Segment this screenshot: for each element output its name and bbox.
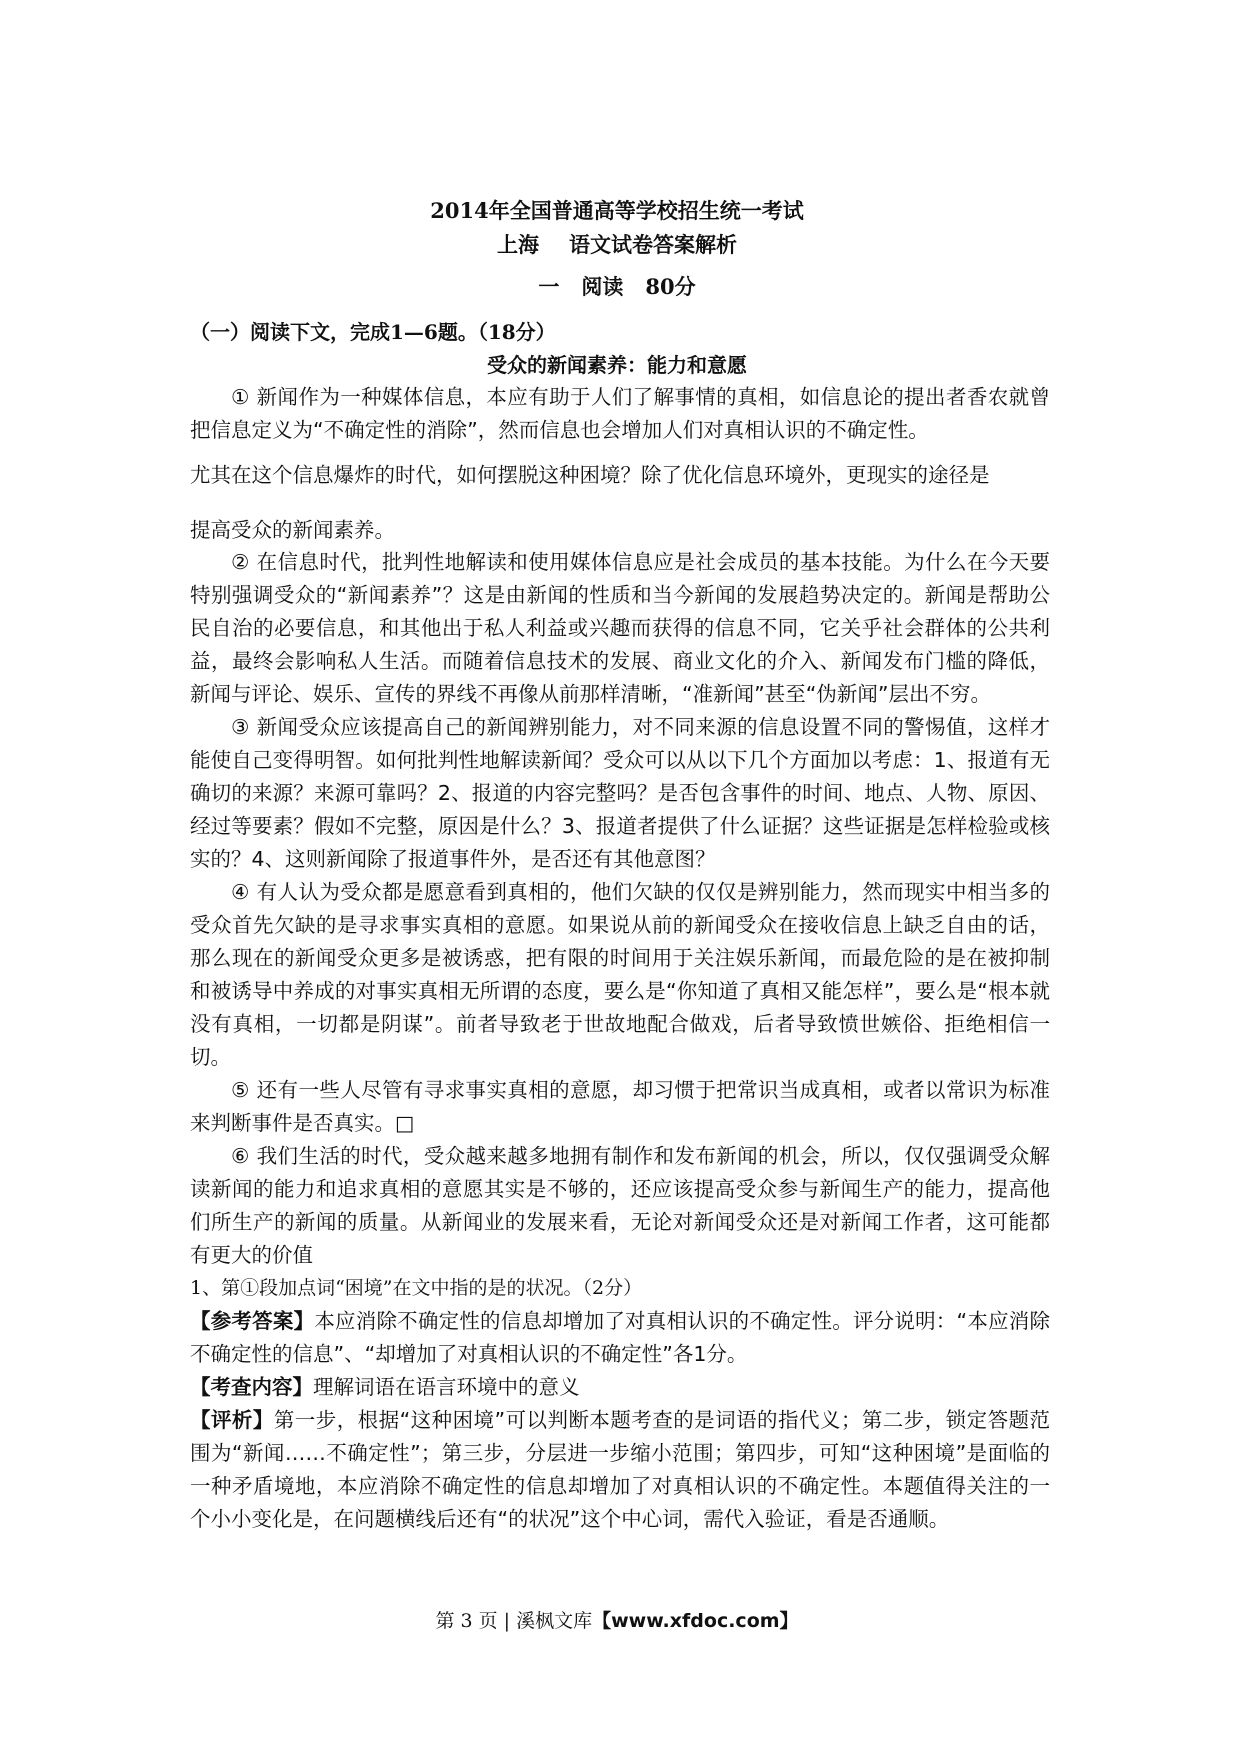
section-heading: （一）阅读下文，完成1—6题。（18分） xyxy=(190,320,556,344)
exam-title-text: 2014年全国普通高等学校招生统一考试 xyxy=(430,198,804,223)
paragraph-2: ② 在信息时代，批判性地解读和使用媒体信息应是社会成员的基本技能。为什么在今天要特别强调受众的“新闻素养”？这是由新闻的性质和当今新闻的发展趋势决定的。新闻是帮助公民自治的必要信息，和其他出于私人利益或兴趣而获得的信息不同，它关乎社会群体的公共利益，最终会影响私人生活。而随着信息技术的发展、商业文化的介入、新闻发布门槛的降低，新闻与评论、娱乐、宣传的界线不再像从前那样清晰，“准新闻”甚至“伪新闻”层出不穷。 xyxy=(190,550,1050,706)
content-text: 理解词语在语言环境中的意义 xyxy=(313,1375,580,1399)
paragraph-1: ① 新闻作为一种媒体信息，本应有助于人们了解事情的真相，如信息论的提出者香农就曾把信息定义为“不确定性的消除”，然而信息也会增加人们对真相认识的不确定性。 xyxy=(190,385,1050,442)
paper-title xyxy=(0,229,1234,259)
part-name: 阅读 xyxy=(581,274,624,299)
exam-title xyxy=(0,195,1234,225)
part-heading xyxy=(0,271,1234,301)
article-body-top xyxy=(190,381,1050,547)
paragraph-5: ⑤ 还有一些人尽管有寻求事实真相的意愿，却习惯于把常识当成真相，或者以常识为标准来判断事件是否真实。□ xyxy=(190,1078,1050,1135)
footer-site-link[interactable]: 【www.xfdoc.com】 xyxy=(592,1610,799,1632)
exam-content xyxy=(190,1371,1050,1404)
paragraph-1-end: 提高受众的新闻素养。 xyxy=(190,518,395,542)
paragraph-4: ④ 有人认为受众都是愿意看到真相的，他们欠缺的仅仅是辨别能力，然而现实中相当多的受众首先欠缺的是寻求事实真相的意愿。如果说从前的新闻受众在接收信息上缺乏自由的话，那么现在的新闻受众更多是被诱惑，把有限的时间用于关注娱乐新闻，而最危险的是在被抑制和被诱导中养成的对事实真相无所谓的态度，要么是“你知道了真相又能怎样”，要么是“根本就没有真相，一切都是阴谋”。前者导致老于世故地配合做戏，后者导致愤世嫉俗、拒绝相信一切。 xyxy=(190,880,1050,1069)
paragraph-1-continued: 尤其在这个信息爆炸的时代，如何摆脱这种困境？除了优化信息环境外，更现实的途径是 xyxy=(190,463,990,487)
part-score: 80分 xyxy=(645,274,696,299)
paper-title-text: 语文试卷答案解析 xyxy=(569,232,737,257)
question-1: 1、第①段加点词“困境”在文中指的是的状况。（2分） xyxy=(190,1277,643,1299)
footer-page-text: 第 3 页 | 溪枫文库 xyxy=(435,1610,593,1632)
paragraph-3: ③ 新闻受众应该提高自己的新闻辨别能力，对不同来源的信息设置不同的警惕值，这样才能使自己变得明智。如何批判性地解读新闻？受众可以从以下几个方面加以考虑：1、报道有无确切的来源？来源可靠吗？2、报道的内容完整吗？是否包含事件的时间、地点、人物、原因、经过等要素？假如不完整，原因是什么？3、报道者提供了什么证据？这些证据是怎样检验或核实的？4、这则新闻除了报道事件外，是否还有其他意图？ xyxy=(190,715,1050,871)
article-title: 受众的新闻素养：能力和意愿 xyxy=(487,353,747,377)
answer-tag: 【参考答案】 xyxy=(190,1309,315,1333)
page-footer xyxy=(0,1606,1234,1633)
analysis xyxy=(190,1404,1050,1536)
analysis-tag: 【评析】 xyxy=(190,1408,274,1432)
analysis-text: 第一步，根据“这种困境”可以判断本题考查的是词语的指代义；第二步，锁定答题范围为“新闻……不确定性”；第三步，分层进一步缩小范围；第四步，可知“这种困境”是面临的一种矛盾境地，本应消除不确定性的信息却增加了对真相认识的不确定性。本题值得关注的一个小小变化是，在问题横线后还有“的状况”这个中心词，需代入验证，看是否通顺。 xyxy=(190,1408,1051,1531)
content-tag: 【考查内容】 xyxy=(190,1375,313,1399)
part-number: 一 xyxy=(538,274,560,299)
region-text: 上海 xyxy=(497,232,539,257)
paragraph-6: ⑥ 我们生活的时代，受众越来越多地拥有制作和发布新闻的机会，所以，仅仅强调受众解读新闻的能力和追求真相的意愿其实是不够的，还应该提高受众参与新闻生产的能力，提高他们所生产的新闻的质量。从新闻业的发展来看，无论对新闻受众还是对新闻工作者，这可能都有更大的价值 xyxy=(190,1144,1050,1267)
answer-text: 本应消除不确定性的信息却增加了对真相认识的不确定性。评分说明：“本应消除不确定性的信息”、“却增加了对真相认识的不确定性”各1分。 xyxy=(190,1309,1051,1366)
article-body-main xyxy=(190,546,1050,1536)
reference-answer xyxy=(190,1305,1050,1371)
